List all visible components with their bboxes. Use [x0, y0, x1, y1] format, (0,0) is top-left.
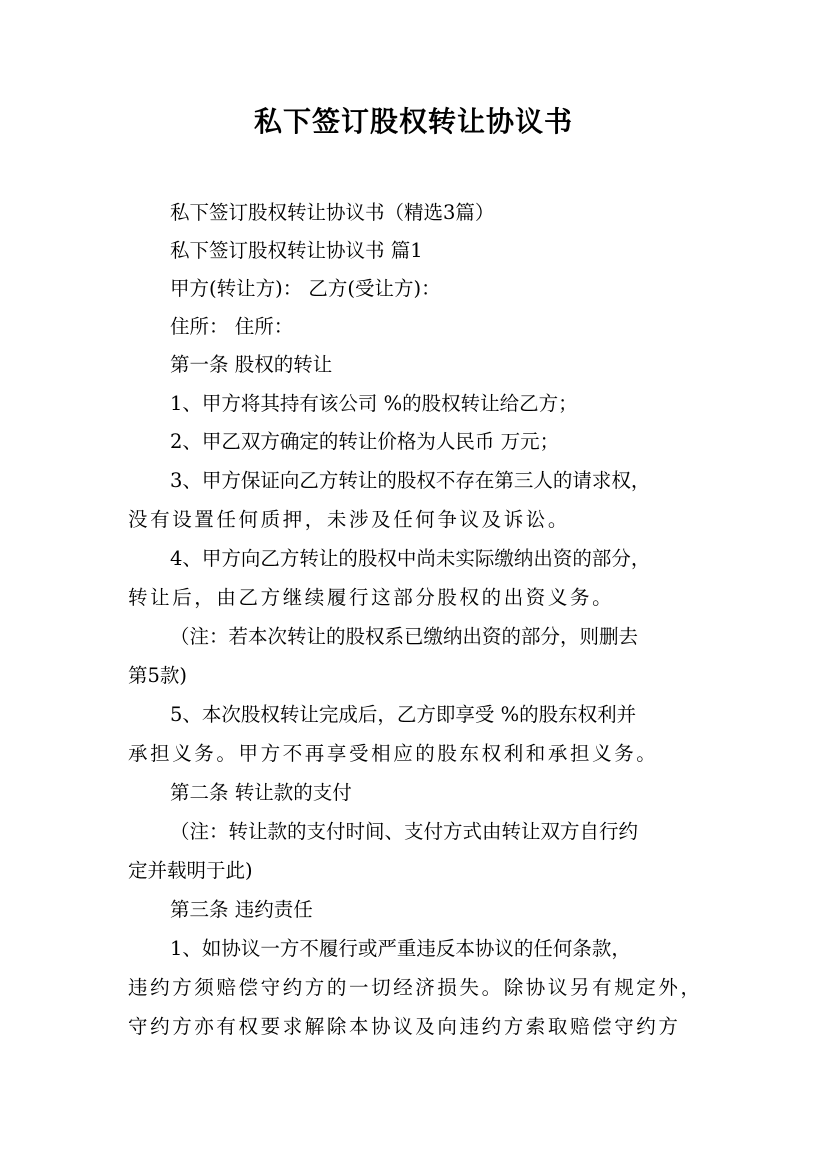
paragraph-line: 住所： 住所： [170, 315, 294, 338]
paragraph-line: 违约方须赔偿守约方的一切经济损失。除协议另有规定外， [128, 976, 703, 999]
paragraph-line: 私下签订股权转让协议书（精选3篇） [170, 201, 495, 224]
paragraph-line: 承担义务。甲方不再享受相应的股东权利和承担义务。 [128, 742, 659, 765]
paragraph-line: 第三条 违约责任 [170, 898, 313, 921]
paragraph-line: 5、本次股权转让完成后，乙方即享受 %的股东权利并 [170, 703, 637, 726]
paragraph-line: 甲方(转让方)： 乙方(受让方)： [170, 277, 441, 300]
paragraph-line: 守约方亦有权要求解除本协议及向违约方索取赔偿守约方 [128, 1015, 681, 1038]
paragraph-line: 第5款) [128, 664, 188, 687]
paragraph-line: 2、甲乙双方确定的转让价格为人民币 万元； [170, 430, 560, 453]
paragraph-line: （注：若本次转让的股权系已缴纳出资的部分，则删去 [170, 625, 639, 648]
paragraph-line: 私下签订股权转让协议书 篇1 [170, 239, 423, 262]
paragraph-line: 4、甲方向乙方转让的股权中尚未实际缴纳出资的部分， [170, 547, 651, 570]
paragraph-line: 3、甲方保证向乙方转让的股权不存在第三人的请求权， [170, 469, 651, 492]
paragraph-line: 第一条 股权的转让 [170, 353, 333, 376]
paragraph-line: 定并载明于此) [128, 859, 253, 882]
paragraph-line: （注：转让款的支付时间、支付方式由转让双方自行约 [170, 820, 639, 843]
document-title: 私下签订股权转让协议书 [253, 105, 573, 138]
paragraph-line: 1、如协议一方不履行或严重违反本协议的任何条款， [170, 937, 631, 960]
paragraph-line: 1、甲方将其持有该公司 %的股权转让给乙方； [170, 392, 578, 415]
paragraph-line: 第二条 转让款的支付 [170, 781, 352, 804]
paragraph-line: 没有设置任何质押，未涉及任何争议及诉讼。 [128, 508, 571, 531]
paragraph-line: 转让后，由乙方继续履行这部分股权的出资义务。 [128, 586, 615, 609]
